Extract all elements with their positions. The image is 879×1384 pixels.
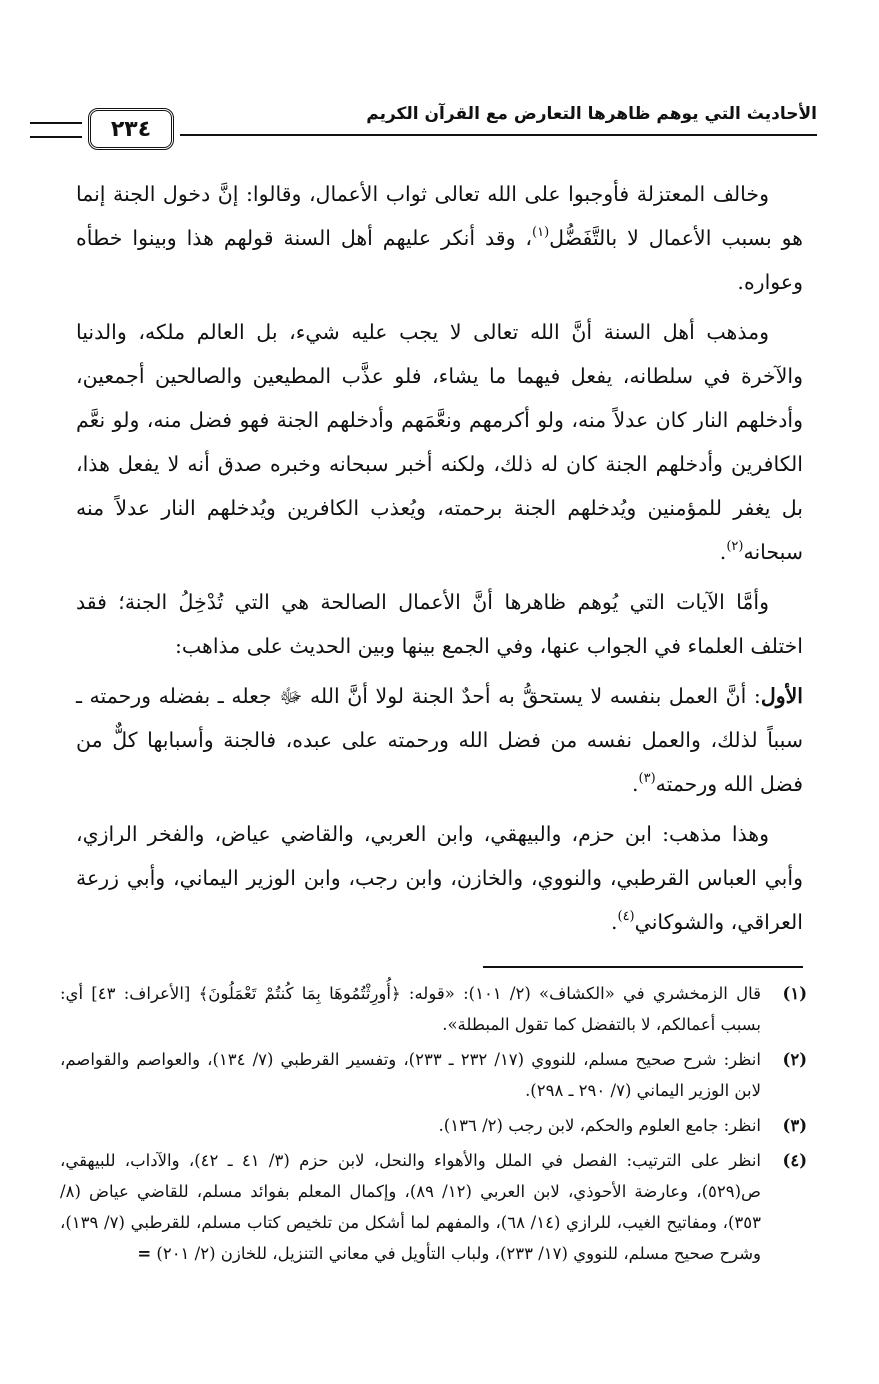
paragraph: وخالف المعتزلة فأوجبوا على الله تعالى ثواب الأعمال، وقالوا: إنَّ دخول الجنة إنما هو بسبب الأعمال لا بالتَّفَضُّل$^{(١)}$، وقد أنكر عليهم أهل السنة قولهم هذا وبينوا خطأه وعواره. [76,182,803,294]
footnote-number: (٤) [782,1151,807,1170]
header-rule [180,134,817,136]
paragraph: وهذا مذهب: ابن حزم، والبيهقي، وابن العربي، والقاضي عياض، والفخر الرازي، وأبي العباس القرطبي، والنووي، والخازن، وابن رجب، وابن الوزير اليماني، وأبي زرعة العراقي، والشوكاني$^{(٤)}$. [76,822,803,934]
footnote-text: انظر: جامع العلوم والحكم، لابن رجب (٢/ ١٣٦). [438,1116,761,1135]
footnote-ref[interactable]: (١) [532,225,550,240]
header-title: الأحاديث التي يوهم ظاهرها التعارض مع القرآن الكريم [366,104,817,124]
footnote-item [60,1110,807,1141]
footnote-separator [483,966,803,968]
footnote-ref[interactable]: (٣) [638,771,656,786]
footnote-ref[interactable]: (٤) [617,909,635,924]
footnote-item [60,978,807,1040]
header-ornament-lines [30,122,82,138]
footnote-text: انظر: شرح صحيح مسلم، للنووي (١٧/ ٢٣٢ ـ ٢٣٣)، وتفسير القرطبي (٧/ ١٣٤)، والعواصم والقواصم، لابن الوزير اليماني (٧/ ٢٩٠ ـ ٢٩٨). [60,1050,761,1100]
footnote-text: قال الزمخشري في «الكشاف» (٢/ ١٠١): «قوله: ﴿أُورِثْتُمُوهَا بِمَا كُنتُمْ تَعْمَلُونَ﴾ [الأعراف: ٤٣] أي: بسبب أعمالكم، لا بالتفضل كما تقول المبطلة». [60,984,761,1034]
footnote-text: انظر على الترتيب: الفصل في الملل والأهواء والنحل، لابن حزم (٣/ ٤١ ـ ٤٢)، والآداب، للبيهقي، ص(٥٢٩)، وعارضة الأحوذي، لابن العربي (١٢/ ٨٩)، وإكمال المعلم بفوائد مسلم، للقاضي عياض (٨/ ٣٥٣)، ومفاتيح الغيب، للرازي (١٤/ ٦٨)، والمفهم لما أشكل من تلخيص كتاب مسلم، للقرطبي (٧/ ١٣٩)، وشرح صحيح مسلم، للنووي (١٧/ ٢٣٣)، ولباب التأويل في معاني التنزيل، للخازن (٢/ ٢٠١) = [60,1151,762,1263]
footnote-ref[interactable]: (٢) [726,539,744,554]
paragraph: الأول: أنَّ العمل بنفسه لا يستحقُّ به أحدٌ الجنة لولا أنَّ الله ﷻ جعله ـ بفضله ورحمته ـ سبباً لذلك، والعمل نفسه من فضل الله ورحمته على عبده، فالجنة وأسبابها كلٌّ من فضل الله ورحمته$^{(٣)}$. [76,684,803,796]
main-text [76,172,803,950]
footnote-item [60,1044,807,1106]
page-number: ٢٣٤ [88,108,174,150]
continuation-mark: = [137,1244,152,1263]
paragraph: وأمَّا الآيات التي يُوهم ظاهرها أنَّ الأعمال الصالحة هي التي تُدْخِلُ الجنة؛ فقد اختلف العلماء في الجواب عنها، وفي الجمع بينها وبين الحديث على مذاهب: [76,590,803,658]
footnotes [60,978,807,1273]
paragraph: ومذهب أهل السنة أنَّ الله تعالى لا يجب عليه شيء، بل العالم ملكه، والدنيا والآخرة في سلطانه، يفعل فيهما ما يشاء، فلو عذَّب المطيعين والصالحين أجمعين، وأدخلهم النار كان عدلاً منه، ولو أكرمهم ونعَّمَهم وأدخلهم الجنة فهو فضل منه، ولو نعَّم الكافرين وأدخلهم الجنة كان له ذلك، ولكنه أخبر سبحانه وخبره صدق أنه لا يفعل هذا، بل يغفر للمؤمنين ويُدخلهم الجنة برحمته، ويُعذب الكافرين ويُدخلهم النار عدلاً منه سبحانه$^{(٢)}$. [76,320,803,564]
section-term: الأول [760,684,803,708]
running-header [30,96,817,156]
footnote-number: (٢) [782,1050,807,1069]
footnote-number: (٣) [782,1116,807,1135]
footnote-number: (١) [782,984,807,1003]
footnote-item [60,1145,807,1269]
